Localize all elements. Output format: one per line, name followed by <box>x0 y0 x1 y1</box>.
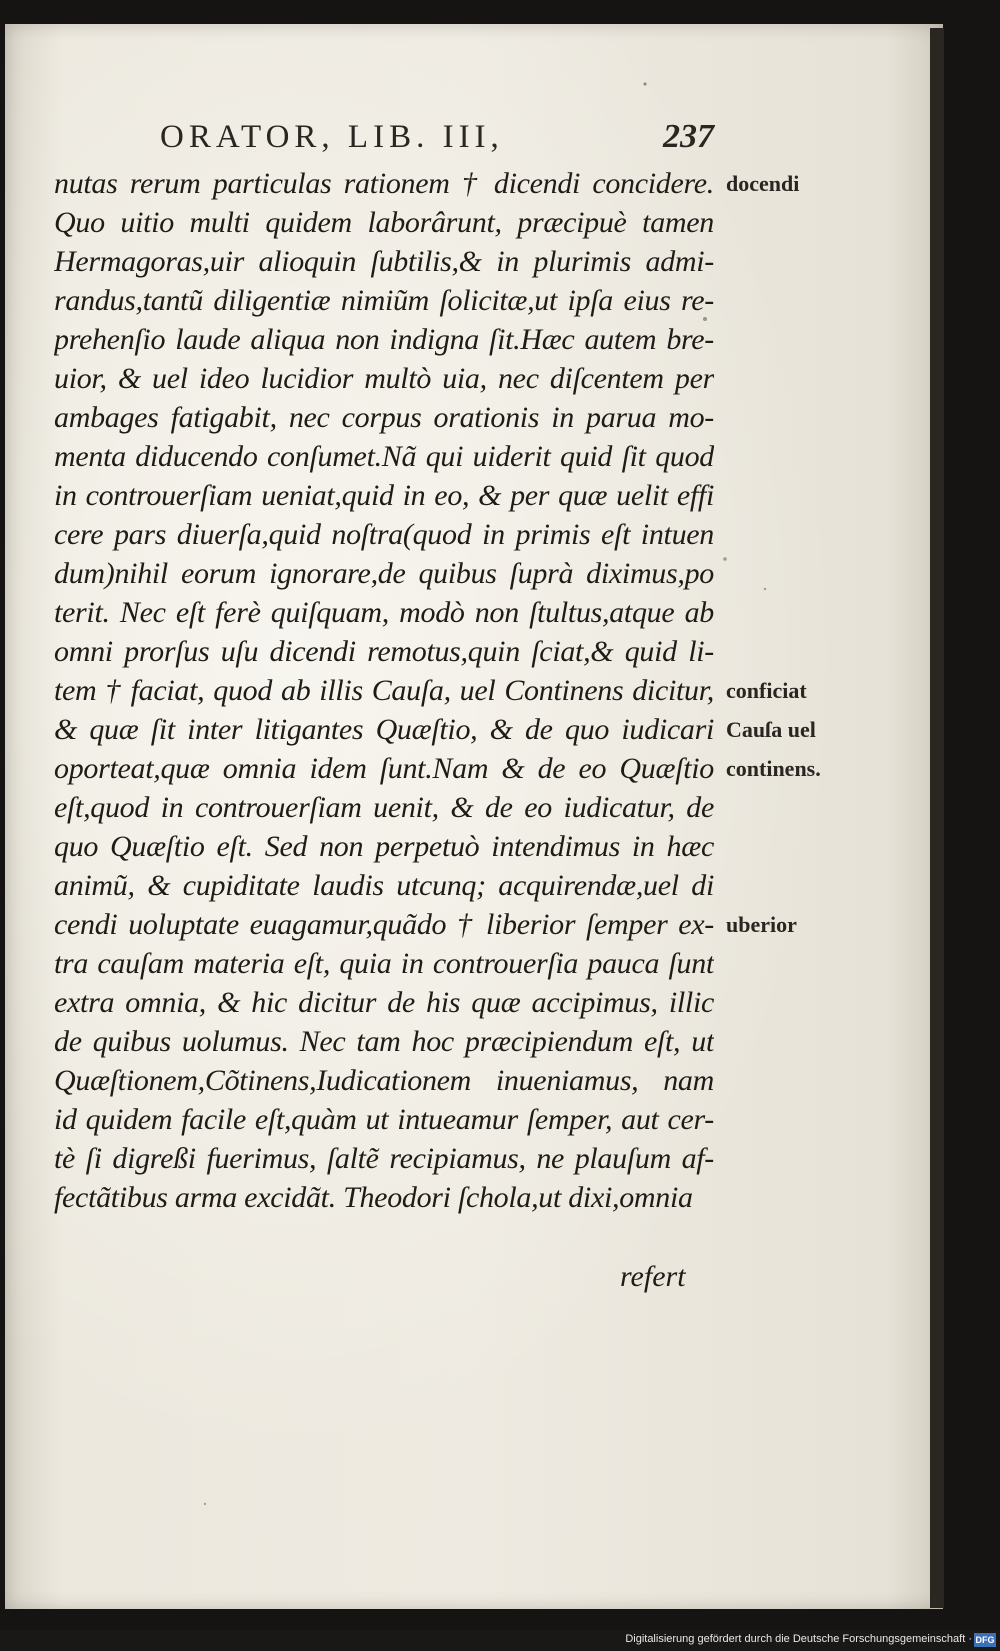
text-line: Quo uitio multi quidem laborârunt, præcipuè tamen <box>54 206 714 239</box>
text-line: terit. Nec eſt ferè quiſquam, modò non ſtultus,atque ab <box>54 596 714 629</box>
text-line: menta diducendo conſumet.Nã qui uiderit quid ſit quod <box>54 440 714 473</box>
text-line: quo Quæſtio eſt. Sed non perpetuò intendimus in hæc <box>54 830 714 863</box>
margin-note: Cauſa uel <box>726 717 816 742</box>
dfg-logo: DFG <box>975 1635 995 1645</box>
text-line: in controuerſiam ueniat,quid in eo, & per quæ uelit effi <box>54 479 714 512</box>
text-line: omni prorſus uſu dicendi remotus,quin ſciat,& quid li- <box>54 635 714 668</box>
text-line: cendi uoluptate euagamur,quãdo † liberior ſemper ex- <box>54 908 714 941</box>
text-line: cere pars diuerſa,quid noſtra(quod in primis eſt intuen <box>54 518 714 551</box>
text-line: uior, & uel ideo lucidior multò uia, nec diſcentem per <box>54 362 714 395</box>
margin-note: continens. <box>726 756 821 781</box>
text-line: randus,tantũ diligentiæ nimiũm ſolicitæ,ut ipſa eius re- <box>54 284 714 317</box>
text-line: de quibus uolumus. Nec tam hoc præcipiendum eſt, ut <box>54 1025 714 1058</box>
text-line: extra omnia, & hic dicitur de his quæ accipimus, illic <box>54 986 714 1019</box>
text-line: tra cauſam materia eſt, quia in controuerſia pauca ſunt <box>54 947 714 980</box>
page-number: 237 <box>663 118 714 155</box>
text-line: Hermagoras,uir alioquin ſubtilis,& in plurimis admi- <box>54 245 714 278</box>
text-line: dum)nihil eorum ignorare,de quibus ſuprà diximus,po <box>54 557 714 590</box>
text-line: animũ, & cupiditate laudis utcunq; acquirendæ,uel di <box>54 869 714 902</box>
page-edge <box>930 28 944 1608</box>
footer-credit: Digitalisierung gefördert durch die Deutsche Forschungsgemeinschaft · <box>625 1633 972 1645</box>
catchword: refert <box>620 1260 686 1293</box>
text-line: & quæ ſit inter litigantes Quæſtio, & de quo iudicari <box>54 713 714 746</box>
margin-note: conficiat <box>726 678 807 703</box>
page-header <box>160 118 720 162</box>
margin-note: docendi <box>726 171 800 196</box>
text-line: prehenſio laude aliqua non indigna ſit.Hæc autem bre- <box>54 323 714 356</box>
body-text <box>54 164 714 1217</box>
text-line: id quidem facile eſt,quàm ut intueamur ſemper, aut cer- <box>54 1103 714 1136</box>
text-line: ambages fatigabit, nec corpus orationis in parua mo- <box>54 401 714 434</box>
text-line: tè ſi digreßi fuerimus, ſaltẽ recipiamus, ne plauſum af- <box>54 1142 714 1175</box>
margin-note: uberior <box>726 912 797 937</box>
text-line: Quæſtionem,Cõtinens,Iudicationem inueniamus, nam <box>54 1064 714 1097</box>
text-line: nutas rerum particulas rationem † dicendi concidere. <box>54 167 714 200</box>
text-line: eſt,quod in controuerſiam uenit, & de eo iudicatur, de <box>54 791 714 824</box>
running-title: ORATOR, LIB. III, <box>160 119 504 155</box>
text-line: fectãtibus arma excidãt. Theodori ſchola,ut dixi,omnia <box>54 1181 693 1214</box>
text-line: tem † faciat, quod ab illis Cauſa, uel Continens dicitur, <box>54 674 714 707</box>
text-line: oporteat,quæ omnia idem ſunt.Nam & de eo Quæſtio <box>54 752 714 785</box>
